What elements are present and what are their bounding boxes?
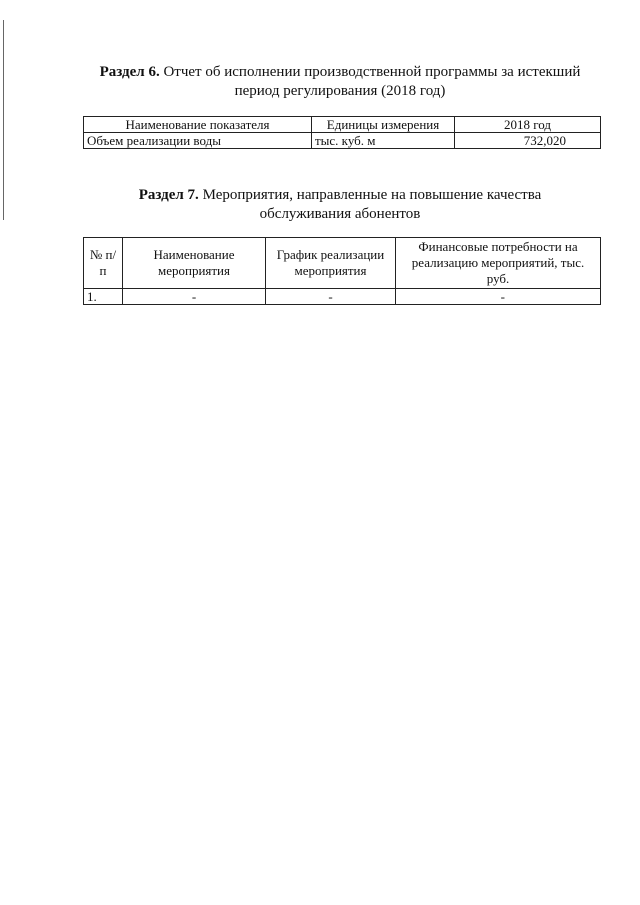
section-7-label: Раздел 7.: [138, 187, 199, 203]
section-6-label: Раздел 6.: [99, 64, 160, 80]
scan-edge-line: [3, 20, 4, 220]
cell-measure-name: -: [123, 289, 266, 305]
section-7-table: [83, 237, 601, 305]
header-measure-name: Наименование мероприятия: [123, 238, 266, 289]
cell-unit: тыс. куб. м: [312, 133, 455, 149]
table-header-row: [84, 238, 601, 289]
table-row: [84, 133, 601, 149]
header-finance: Финансовые потребности на реализацию мероприятий, тыс. руб.: [396, 238, 601, 289]
section-6-title-line2: период регулирования (2018 год): [234, 83, 446, 99]
cell-schedule: -: [266, 289, 396, 305]
table-row: [84, 289, 601, 305]
section-7-title-line2: обслуживания абонентов: [259, 206, 421, 222]
cell-number: 1.: [84, 289, 123, 305]
cell-indicator-name: Объем реализации воды: [84, 133, 312, 149]
section-7-heading: [80, 186, 600, 224]
section-7-title-line1: Мероприятия, направленные на повышение качества: [198, 187, 542, 203]
header-schedule: График реализации мероприятия: [266, 238, 396, 289]
header-number: № п/п: [84, 238, 123, 289]
section-6-heading: [80, 63, 600, 101]
section-6-table: [83, 116, 601, 149]
cell-finance: -: [396, 289, 601, 305]
header-year: 2018 год: [455, 117, 601, 133]
header-unit: Единицы измерения: [312, 117, 455, 133]
table-header-row: [84, 117, 601, 133]
header-indicator-name: Наименование показателя: [84, 117, 312, 133]
section-6-title-line1: Отчет об исполнении производственной программы за истекший: [159, 64, 581, 80]
cell-value: 732,020: [455, 133, 601, 149]
